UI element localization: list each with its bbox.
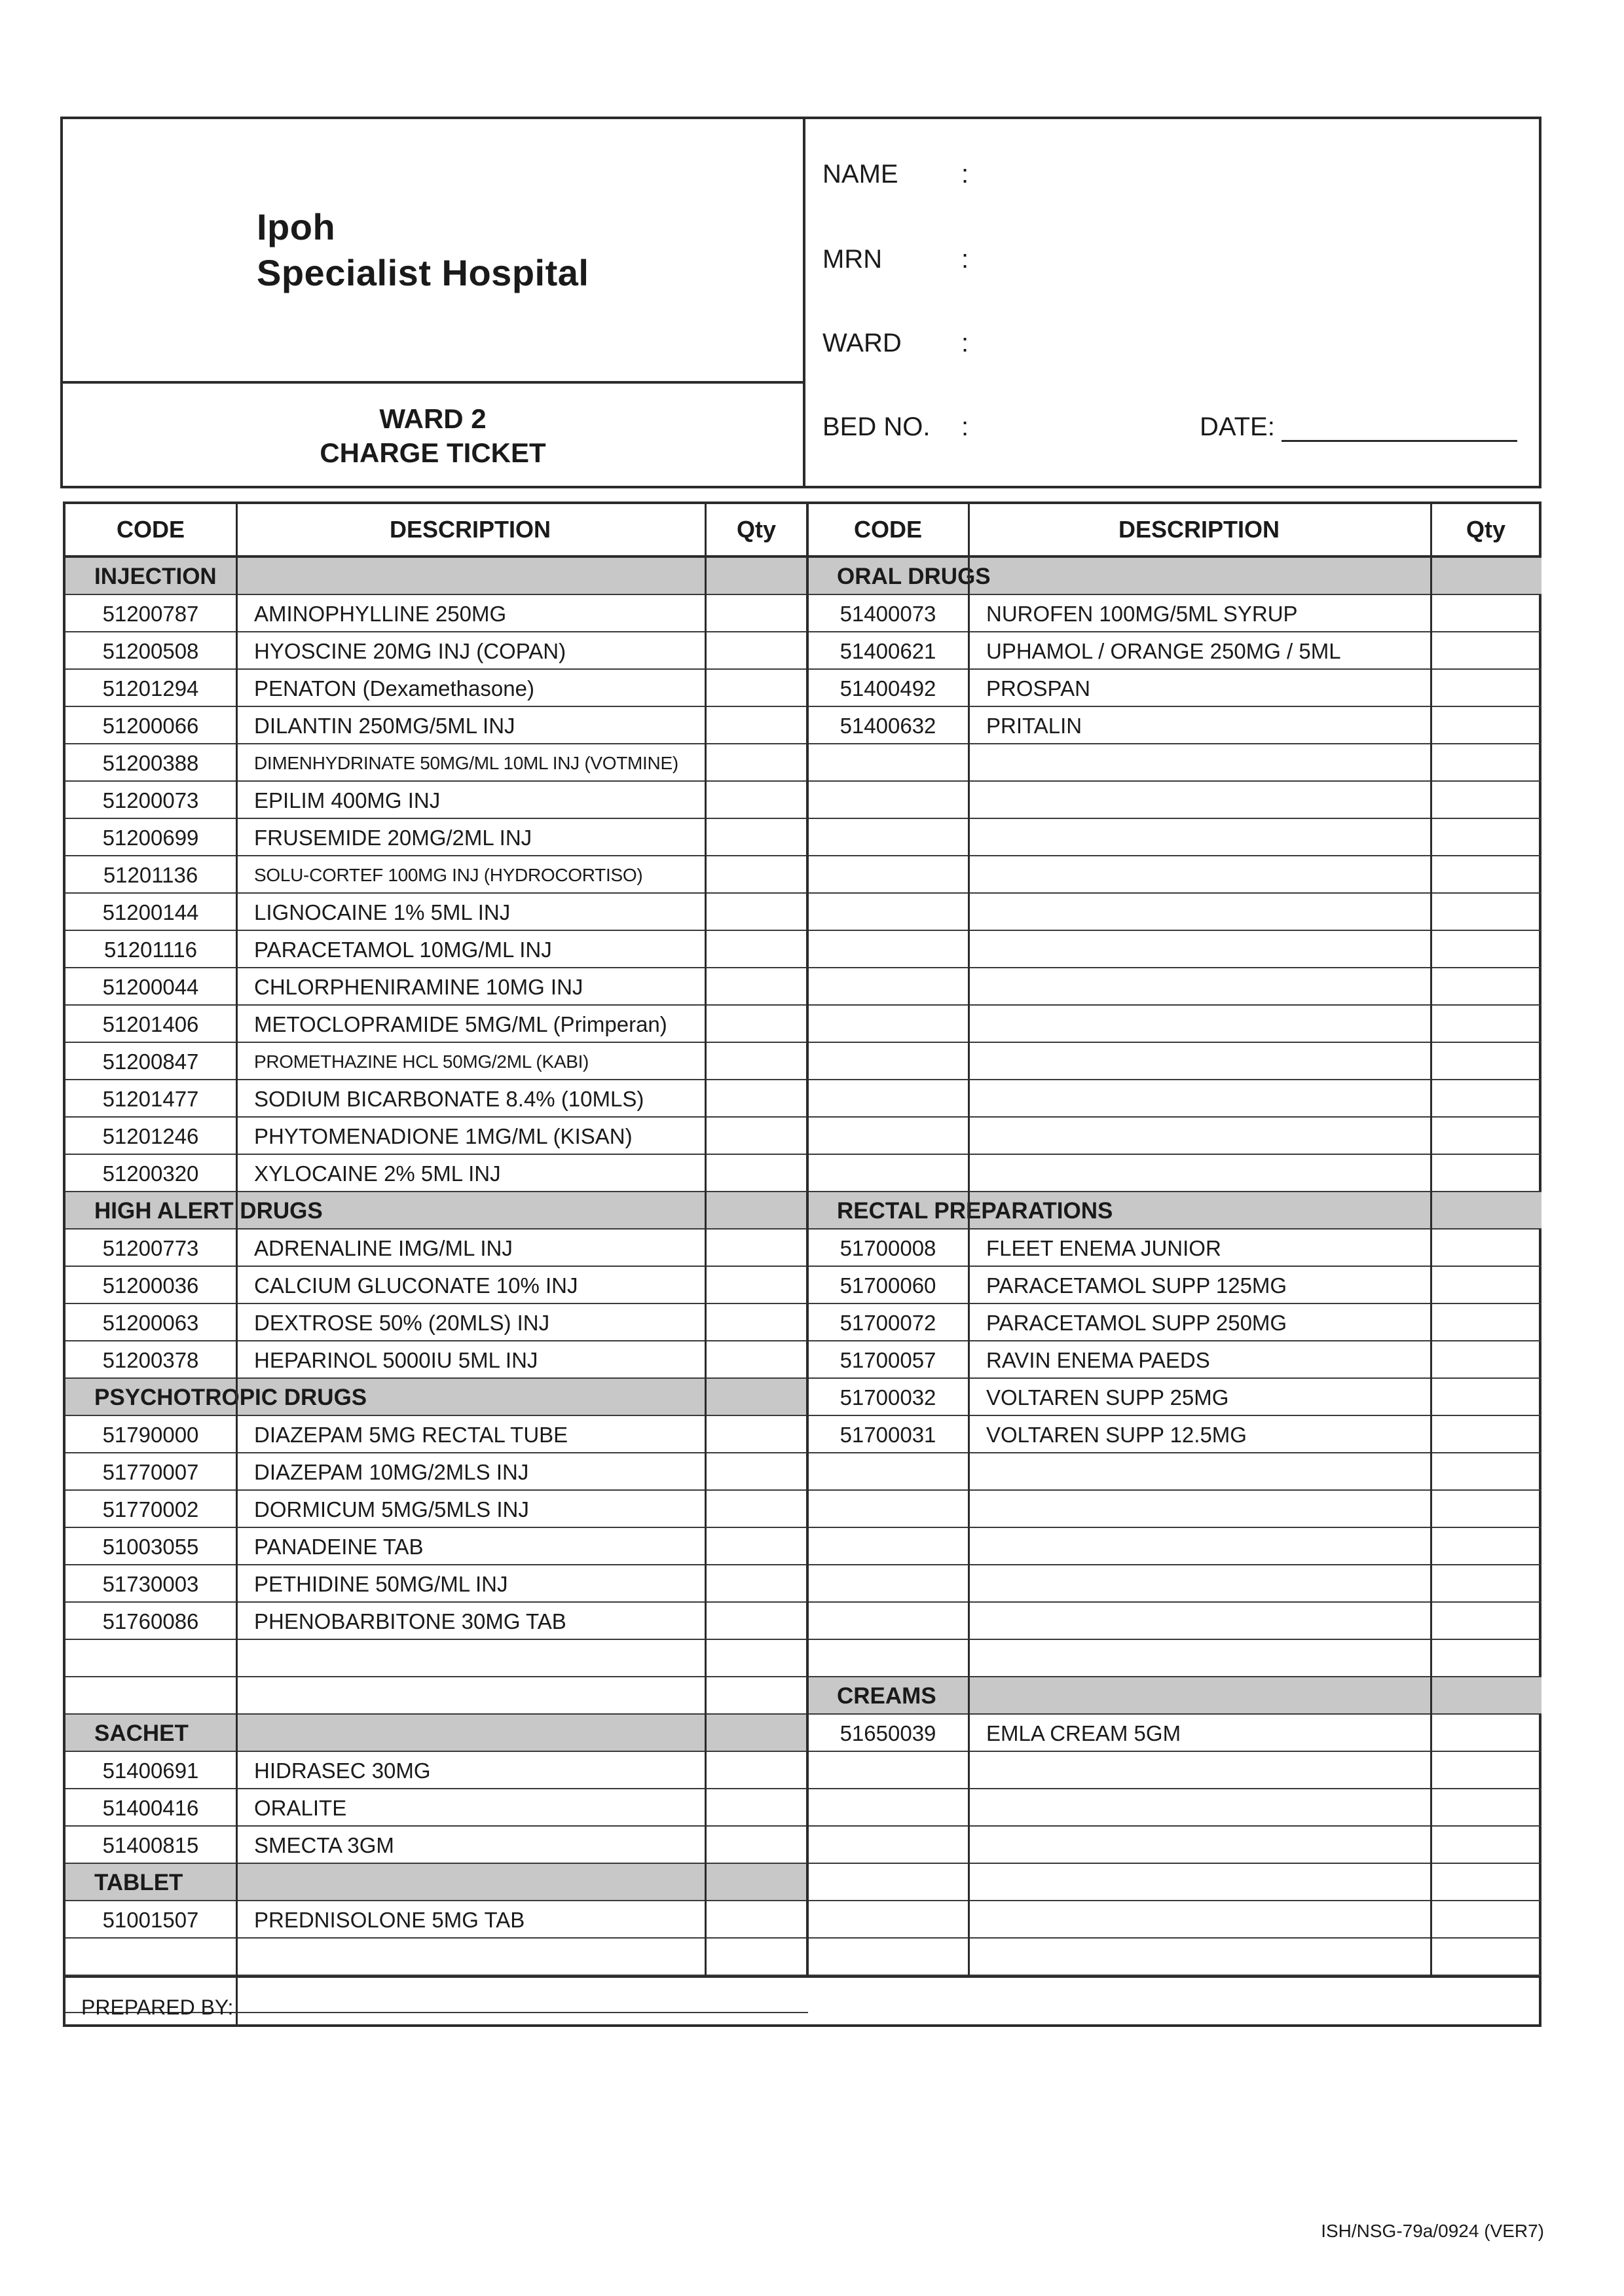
table-row bbox=[65, 707, 808, 744]
table-row bbox=[65, 1565, 808, 1603]
item-description: PRITALIN bbox=[986, 714, 1082, 738]
qty-cell[interactable] bbox=[705, 1827, 808, 1864]
qty-cell[interactable] bbox=[705, 595, 808, 632]
table-row bbox=[65, 1939, 808, 1976]
item-code: 51760086 bbox=[102, 1609, 199, 1633]
section-header: CREAMS bbox=[808, 1677, 1541, 1715]
table-row bbox=[65, 1789, 808, 1827]
item-description: LIGNOCAINE 1% 5ML INJ bbox=[254, 900, 511, 924]
table-row bbox=[65, 1528, 808, 1565]
item-code: 51200699 bbox=[102, 826, 199, 850]
section-header: RECTAL PREPARATIONS bbox=[808, 1192, 1541, 1230]
prepared-by-signature-area[interactable] bbox=[238, 1976, 1539, 2024]
ticket-title-line2: CHARGE TICKET bbox=[320, 437, 546, 468]
table-row bbox=[65, 819, 808, 856]
item-code: 51700072 bbox=[840, 1311, 936, 1335]
item-description: DIAZEPAM 5MG RECTAL TUBE bbox=[254, 1423, 568, 1447]
item-code: 51003055 bbox=[102, 1535, 199, 1559]
table-row bbox=[65, 1267, 808, 1304]
item-code: 51201246 bbox=[102, 1124, 199, 1148]
item-description: PANADEINE TAB bbox=[254, 1535, 424, 1559]
qty-cell[interactable] bbox=[705, 1939, 808, 1976]
item-description: CALCIUM GLUCONATE 10% INJ bbox=[254, 1273, 578, 1298]
table-row bbox=[65, 1603, 808, 1640]
date-label: DATE: bbox=[1200, 412, 1275, 441]
qty-cell[interactable] bbox=[705, 782, 808, 819]
section-header: INJECTION bbox=[65, 558, 808, 595]
qty-cell[interactable] bbox=[705, 1080, 808, 1118]
qty-cell[interactable] bbox=[705, 931, 808, 968]
bed-no-label: BED NO. bbox=[822, 412, 931, 441]
item-code: 51200073 bbox=[102, 788, 199, 812]
qty-cell[interactable] bbox=[1430, 1789, 1541, 1827]
name-field[interactable] bbox=[822, 160, 969, 189]
item-description: PROSPAN bbox=[986, 676, 1090, 701]
name-sep: : bbox=[961, 160, 969, 189]
header-divider-horizontal bbox=[63, 381, 804, 384]
item-code: 51200320 bbox=[102, 1161, 199, 1186]
item-description: XYLOCAINE 2% 5ML INJ bbox=[254, 1161, 501, 1186]
table-row bbox=[65, 856, 808, 894]
table-row bbox=[65, 1304, 808, 1341]
qty-cell[interactable] bbox=[705, 1416, 808, 1453]
qty-cell[interactable] bbox=[1430, 1379, 1541, 1416]
left-code-header: CODE bbox=[65, 504, 236, 558]
date-field[interactable] bbox=[1200, 412, 1517, 442]
qty-cell[interactable] bbox=[705, 1118, 808, 1155]
section-header: TABLET bbox=[65, 1864, 808, 1901]
qty-cell[interactable] bbox=[1430, 1341, 1541, 1379]
item-description: DIAZEPAM 10MG/2MLS INJ bbox=[254, 1460, 529, 1484]
qty-cell[interactable] bbox=[1430, 1453, 1541, 1491]
item-code: 51001507 bbox=[102, 1908, 199, 1932]
item-code: 51400621 bbox=[840, 639, 936, 663]
qty-cell[interactable] bbox=[1430, 1118, 1541, 1155]
item-code: 51770007 bbox=[102, 1460, 199, 1484]
name-label: NAME bbox=[822, 160, 898, 189]
qty-cell[interactable] bbox=[705, 1267, 808, 1304]
qty-cell[interactable] bbox=[1430, 1043, 1541, 1080]
qty-cell[interactable] bbox=[1430, 894, 1541, 931]
qty-cell[interactable] bbox=[705, 1043, 808, 1080]
item-code: 51730003 bbox=[102, 1572, 199, 1596]
table-row bbox=[65, 1677, 808, 1715]
mrn-label: MRN bbox=[822, 245, 883, 274]
table-row bbox=[65, 1043, 808, 1080]
table-row bbox=[65, 1118, 808, 1155]
qty-cell[interactable] bbox=[705, 856, 808, 894]
qty-cell[interactable] bbox=[705, 1341, 808, 1379]
item-description: PARACETAMOL SUPP 125MG bbox=[986, 1273, 1287, 1298]
item-description: PENATON (Dexamethasone) bbox=[254, 676, 534, 701]
qty-cell[interactable] bbox=[705, 1453, 808, 1491]
table-row bbox=[65, 1230, 808, 1267]
item-description: DIMENHYDRINATE 50MG/ML 10ML INJ (VOTMINE) bbox=[254, 753, 678, 773]
ward-label: WARD bbox=[822, 329, 902, 357]
item-code: 51200036 bbox=[102, 1273, 199, 1298]
form-header bbox=[60, 117, 1541, 488]
header-divider-vertical bbox=[803, 119, 805, 486]
prepared-by-label: PREPARED BY: bbox=[81, 1995, 234, 2019]
center-divider bbox=[806, 504, 809, 1976]
item-code: 51200773 bbox=[102, 1236, 199, 1260]
item-code: 51200044 bbox=[102, 975, 199, 999]
left-description-header: DESCRIPTION bbox=[236, 504, 705, 558]
item-code: 51200144 bbox=[102, 900, 199, 924]
bed-no-sep: : bbox=[961, 412, 969, 441]
qty-cell[interactable] bbox=[1430, 1080, 1541, 1118]
table-row bbox=[65, 968, 808, 1006]
column-divider bbox=[968, 504, 970, 1976]
item-description: METOCLOPRAMIDE 5MG/ML (Primperan) bbox=[254, 1012, 667, 1036]
item-code: 51400815 bbox=[102, 1833, 199, 1857]
item-description: SOLU-CORTEF 100MG INJ (HYDROCORTISO) bbox=[254, 865, 643, 885]
qty-cell[interactable] bbox=[1430, 1006, 1541, 1043]
item-code: 51700057 bbox=[840, 1348, 936, 1372]
item-description: DEXTROSE 50% (20MLS) INJ bbox=[254, 1311, 550, 1335]
item-code: 51201477 bbox=[102, 1087, 199, 1111]
qty-cell[interactable] bbox=[705, 819, 808, 856]
item-description: ADRENALINE IMG/ML INJ bbox=[254, 1236, 513, 1260]
qty-cell[interactable] bbox=[705, 894, 808, 931]
qty-cell[interactable] bbox=[1430, 1416, 1541, 1453]
qty-cell[interactable] bbox=[1430, 931, 1541, 968]
table-row bbox=[65, 1640, 808, 1677]
item-code: 51200378 bbox=[102, 1348, 199, 1372]
item-description: HEPARINOL 5000IU 5ML INJ bbox=[254, 1348, 538, 1372]
table-row bbox=[65, 1491, 808, 1528]
item-description: PARACETAMOL 10MG/ML INJ bbox=[254, 938, 552, 962]
item-description: RAVIN ENEMA PAEDS bbox=[986, 1348, 1210, 1372]
qty-cell[interactable] bbox=[705, 707, 808, 744]
item-description: AMINOPHYLLINE 250MG bbox=[254, 602, 507, 626]
qty-cell[interactable] bbox=[1430, 819, 1541, 856]
qty-cell[interactable] bbox=[1430, 595, 1541, 632]
qty-cell[interactable] bbox=[1430, 1715, 1541, 1752]
qty-cell[interactable] bbox=[1430, 1864, 1541, 1901]
qty-cell[interactable] bbox=[705, 1528, 808, 1565]
qty-cell[interactable] bbox=[1430, 1640, 1541, 1677]
item-code: 51650039 bbox=[840, 1721, 936, 1745]
qty-cell[interactable] bbox=[705, 1677, 808, 1715]
qty-cell[interactable] bbox=[705, 1230, 808, 1267]
item-description: PETHIDINE 50MG/ML INJ bbox=[254, 1572, 508, 1596]
item-description: CHLORPHENIRAMINE 10MG INJ bbox=[254, 975, 583, 999]
mrn-sep: : bbox=[961, 245, 969, 274]
item-description: FLEET ENEMA JUNIOR bbox=[986, 1236, 1221, 1260]
qty-cell[interactable] bbox=[1430, 856, 1541, 894]
item-code: 51200388 bbox=[102, 751, 199, 775]
qty-cell[interactable] bbox=[1430, 744, 1541, 782]
form-id: ISH/NSG-79a/0924 (VER7) bbox=[1321, 2221, 1544, 2241]
section-header: HIGH ALERT DRUGS bbox=[65, 1192, 808, 1230]
qty-cell[interactable] bbox=[705, 1752, 808, 1789]
qty-cell[interactable] bbox=[1430, 1491, 1541, 1528]
qty-cell[interactable] bbox=[1430, 1267, 1541, 1304]
qty-cell[interactable] bbox=[705, 1901, 808, 1939]
item-description: VOLTAREN SUPP 25MG bbox=[986, 1385, 1229, 1410]
table-row bbox=[65, 1416, 808, 1453]
date-input-line[interactable] bbox=[1282, 414, 1517, 442]
qty-cell[interactable] bbox=[705, 1640, 808, 1677]
qty-cell[interactable] bbox=[1430, 1155, 1541, 1192]
item-description: NUROFEN 100MG/5ML SYRUP bbox=[986, 602, 1298, 626]
item-description: PARACETAMOL SUPP 250MG bbox=[986, 1311, 1287, 1335]
qty-cell[interactable] bbox=[1430, 1230, 1541, 1267]
table-row bbox=[65, 931, 808, 968]
qty-cell[interactable] bbox=[705, 670, 808, 707]
qty-cell[interactable] bbox=[705, 632, 808, 670]
item-description: HIDRASEC 30MG bbox=[254, 1758, 431, 1783]
table-row bbox=[65, 595, 808, 632]
right-description-header: DESCRIPTION bbox=[968, 504, 1430, 558]
ticket-title bbox=[63, 402, 803, 470]
item-description: EMLA CREAM 5GM bbox=[986, 1721, 1181, 1745]
item-code: 51201294 bbox=[102, 676, 199, 701]
item-description: UPHAMOL / ORANGE 250MG / 5ML bbox=[986, 639, 1341, 663]
item-description: DORMICUM 5MG/5MLS INJ bbox=[254, 1497, 529, 1522]
item-description: DILANTIN 250MG/5ML INJ bbox=[254, 714, 515, 738]
qty-cell[interactable] bbox=[705, 1491, 808, 1528]
qty-cell[interactable] bbox=[1430, 968, 1541, 1006]
item-description: SODIUM BICARBONATE 8.4% (10MLS) bbox=[254, 1087, 644, 1111]
qty-cell[interactable] bbox=[705, 1603, 808, 1640]
qty-cell[interactable] bbox=[1430, 1752, 1541, 1789]
qty-cell[interactable] bbox=[1430, 707, 1541, 744]
prepared-by-column-divider bbox=[236, 1976, 238, 2024]
qty-cell[interactable] bbox=[705, 1565, 808, 1603]
table-row bbox=[65, 782, 808, 819]
hospital-name-line1: Ipoh bbox=[257, 206, 336, 247]
item-code: 51700008 bbox=[840, 1236, 936, 1260]
table-row bbox=[65, 670, 808, 707]
column-divider bbox=[1430, 504, 1432, 1976]
section-header: ORAL DRUGS bbox=[808, 558, 1541, 595]
item-code: 51200066 bbox=[102, 714, 199, 738]
item-code: 51201116 bbox=[104, 938, 197, 962]
item-code: 51700032 bbox=[840, 1385, 936, 1410]
item-description: EPILIM 400MG INJ bbox=[254, 788, 441, 812]
right-qty-header: Qty bbox=[1430, 504, 1541, 558]
table-row bbox=[65, 1453, 808, 1491]
item-code: 51400691 bbox=[102, 1758, 199, 1783]
item-code: 51790000 bbox=[102, 1423, 199, 1447]
qty-cell[interactable] bbox=[1430, 1565, 1541, 1603]
item-description: FRUSEMIDE 20MG/2ML INJ bbox=[254, 826, 532, 850]
item-code: 51700060 bbox=[840, 1273, 936, 1298]
item-code: 51400632 bbox=[840, 714, 936, 738]
item-code: 51400073 bbox=[840, 602, 936, 626]
qty-cell[interactable] bbox=[1430, 670, 1541, 707]
table-row bbox=[65, 1752, 808, 1789]
qty-cell[interactable] bbox=[1430, 1827, 1541, 1864]
mrn-field[interactable] bbox=[822, 245, 969, 274]
item-code: 51700031 bbox=[840, 1423, 936, 1447]
table-row bbox=[65, 1901, 808, 1939]
item-code: 51400416 bbox=[102, 1796, 199, 1820]
qty-cell[interactable] bbox=[705, 1304, 808, 1341]
qty-cell[interactable] bbox=[705, 1155, 808, 1192]
item-code: 51201136 bbox=[103, 863, 198, 887]
qty-cell[interactable] bbox=[1430, 1603, 1541, 1640]
item-description: VOLTAREN SUPP 12.5MG bbox=[986, 1423, 1247, 1447]
table-row bbox=[65, 894, 808, 931]
table-row bbox=[65, 1827, 808, 1864]
item-description: PREDNISOLONE 5MG TAB bbox=[254, 1908, 525, 1932]
item-code: 51200063 bbox=[102, 1311, 199, 1335]
bed-no-field[interactable] bbox=[822, 412, 969, 442]
item-description: HYOSCINE 20MG INJ (COPAN) bbox=[254, 639, 566, 663]
ward-field[interactable] bbox=[822, 329, 969, 358]
qty-cell[interactable] bbox=[1430, 1901, 1541, 1939]
left-qty-header: Qty bbox=[705, 504, 808, 558]
qty-cell[interactable] bbox=[705, 744, 808, 782]
table-row bbox=[65, 632, 808, 670]
hospital-name-line2: Specialist Hospital bbox=[257, 252, 589, 293]
qty-cell[interactable] bbox=[705, 1789, 808, 1827]
section-header: SACHET bbox=[65, 1715, 808, 1752]
item-code: 51200847 bbox=[102, 1049, 199, 1074]
item-description: PHENOBARBITONE 30MG TAB bbox=[254, 1609, 566, 1633]
qty-cell[interactable] bbox=[1430, 782, 1541, 819]
table-row bbox=[65, 1006, 808, 1043]
ticket-title-line1: WARD 2 bbox=[379, 403, 487, 434]
column-divider bbox=[705, 504, 707, 1976]
table-row bbox=[65, 1080, 808, 1118]
item-description: PROMETHAZINE HCL 50MG/2ML (KABI) bbox=[254, 1051, 589, 1072]
qty-cell[interactable] bbox=[1430, 1528, 1541, 1565]
item-code: 51200787 bbox=[102, 602, 199, 626]
table-row bbox=[65, 1341, 808, 1379]
item-description: SMECTA 3GM bbox=[254, 1833, 394, 1857]
item-code: 51201406 bbox=[102, 1012, 199, 1036]
qty-cell[interactable] bbox=[1430, 1939, 1541, 1976]
charge-table bbox=[63, 501, 1541, 2027]
qty-cell[interactable] bbox=[705, 968, 808, 1006]
item-description: PHYTOMENADIONE 1MG/ML (KISAN) bbox=[254, 1124, 633, 1148]
item-code: 51770002 bbox=[102, 1497, 199, 1522]
qty-cell[interactable] bbox=[1430, 632, 1541, 670]
hospital-logo bbox=[257, 204, 589, 296]
item-description: ORALITE bbox=[254, 1796, 347, 1820]
right-code-header: CODE bbox=[808, 504, 968, 558]
section-header: PSYCHOTROPIC DRUGS bbox=[65, 1379, 808, 1416]
ward-sep: : bbox=[961, 329, 969, 357]
qty-cell[interactable] bbox=[1430, 1304, 1541, 1341]
item-code: 51400492 bbox=[840, 676, 936, 701]
item-code: 51200508 bbox=[102, 639, 199, 663]
table-row bbox=[65, 744, 808, 782]
table-row bbox=[65, 1155, 808, 1192]
column-divider bbox=[236, 504, 238, 1976]
qty-cell[interactable] bbox=[705, 1006, 808, 1043]
